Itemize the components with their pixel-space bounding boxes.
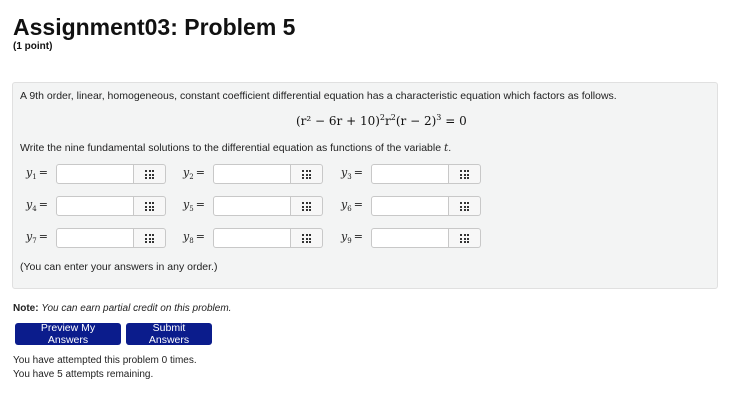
- matrix-button-y7[interactable]: [134, 228, 166, 248]
- matrix-button-y8[interactable]: [291, 228, 323, 248]
- answer-label-var: y: [341, 230, 348, 244]
- answer-input-y1[interactable]: [56, 164, 134, 184]
- equation-factor-1: (r² − 6r + 10): [296, 114, 380, 128]
- grid-dot: [467, 202, 469, 204]
- answer-label-index: 9: [347, 237, 352, 246]
- equation-exponent-2: 2: [390, 113, 396, 122]
- grid-dot: [302, 241, 304, 243]
- answer-input-y6[interactable]: [371, 196, 449, 216]
- matrix-grid-icon: [302, 234, 311, 242]
- matrix-grid-icon: [145, 202, 154, 210]
- answer-label-index: 8: [189, 237, 194, 246]
- characteristic-equation: [296, 113, 467, 128]
- grid-dot: [149, 206, 151, 208]
- matrix-grid-icon: [302, 170, 311, 178]
- preview-answers-button[interactable]: Preview My Answers: [15, 323, 121, 345]
- grid-dot: [309, 241, 311, 243]
- grid-dot: [306, 238, 308, 240]
- grid-dot: [149, 177, 151, 179]
- instruction-text: [20, 142, 451, 154]
- answer-row-y5: [183, 195, 323, 217]
- grid-dot: [309, 170, 311, 172]
- grid-dot: [464, 202, 466, 204]
- answer-equals-sign: =: [195, 198, 205, 212]
- answer-label-var: y: [26, 198, 33, 212]
- answer-label-index: 1: [32, 173, 37, 182]
- grid-dot: [306, 206, 308, 208]
- note-label: Note:: [13, 303, 39, 314]
- matrix-grid-icon: [460, 202, 469, 210]
- grid-dot: [306, 177, 308, 179]
- grid-dot: [302, 202, 304, 204]
- grid-dot: [145, 177, 147, 179]
- grid-dot: [306, 241, 308, 243]
- answer-label-y6: [341, 198, 371, 213]
- grid-dot: [152, 177, 154, 179]
- attempts-remaining-text: You have 5 attempts remaining.: [13, 369, 154, 380]
- equation-exponent-1: 2: [379, 113, 386, 122]
- answer-row-y1: [26, 163, 166, 185]
- answer-row-y7: [26, 227, 166, 249]
- answer-input-y8[interactable]: [213, 228, 291, 248]
- grid-dot: [145, 209, 147, 211]
- answer-label-y8: [183, 230, 213, 245]
- matrix-button-y5[interactable]: [291, 196, 323, 216]
- grid-dot: [467, 238, 469, 240]
- grid-dot: [145, 238, 147, 240]
- answer-label-var: y: [183, 230, 190, 244]
- answer-row-y2: [183, 163, 323, 185]
- answer-equals-sign: =: [353, 230, 363, 244]
- grid-dot: [460, 238, 462, 240]
- grid-dot: [306, 170, 308, 172]
- grid-dot: [306, 202, 308, 204]
- answer-equals-sign: =: [38, 198, 48, 212]
- grid-dot: [302, 206, 304, 208]
- grid-dot: [149, 202, 151, 204]
- answer-label-y1: [26, 166, 56, 181]
- grid-dot: [306, 174, 308, 176]
- matrix-grid-icon: [302, 202, 311, 210]
- page-title: Assignment03: Problem 5: [13, 14, 296, 40]
- matrix-grid-icon: [145, 170, 154, 178]
- grid-dot: [149, 234, 151, 236]
- equation-rhs: = 0: [445, 114, 467, 128]
- grid-dot: [302, 177, 304, 179]
- answer-label-index: 2: [189, 173, 194, 182]
- answer-input-y9[interactable]: [371, 228, 449, 248]
- grid-dot: [149, 241, 151, 243]
- grid-dot: [309, 206, 311, 208]
- matrix-button-y3[interactable]: [449, 164, 481, 184]
- grid-dot: [467, 234, 469, 236]
- grid-dot: [145, 241, 147, 243]
- equation-exponent-3: 3: [436, 113, 442, 122]
- answer-label-var: y: [26, 166, 33, 180]
- answer-label-index: 6: [347, 205, 352, 214]
- answer-label-var: y: [183, 166, 190, 180]
- submit-answers-button[interactable]: Submit Answers: [126, 323, 212, 345]
- grid-dot: [302, 234, 304, 236]
- grid-dot: [145, 170, 147, 172]
- answer-label-y7: [26, 230, 56, 245]
- grid-dot: [460, 241, 462, 243]
- grid-dot: [149, 209, 151, 211]
- grid-dot: [152, 238, 154, 240]
- grid-dot: [149, 174, 151, 176]
- matrix-grid-icon: [460, 170, 469, 178]
- grid-dot: [464, 241, 466, 243]
- answer-label-var: y: [341, 198, 348, 212]
- partial-credit-note: [13, 303, 231, 314]
- grid-dot: [302, 170, 304, 172]
- instruction-variable: t: [443, 142, 449, 154]
- matrix-button-y1[interactable]: [134, 164, 166, 184]
- instruction-suffix: .: [448, 142, 452, 154]
- answer-row-y4: [26, 195, 166, 217]
- answer-label-var: y: [183, 198, 190, 212]
- grid-dot: [309, 238, 311, 240]
- grid-dot: [145, 234, 147, 236]
- answer-label-var: y: [26, 230, 33, 244]
- grid-dot: [460, 174, 462, 176]
- grid-dot: [467, 209, 469, 211]
- answer-input-y5[interactable]: [213, 196, 291, 216]
- grid-dot: [145, 206, 147, 208]
- grid-dot: [460, 170, 462, 172]
- answer-label-y5: [183, 198, 213, 213]
- grid-dot: [152, 202, 154, 204]
- grid-dot: [152, 241, 154, 243]
- grid-dot: [309, 202, 311, 204]
- answer-row-y3: [341, 163, 481, 185]
- grid-dot: [306, 209, 308, 211]
- answer-equals-sign: =: [353, 198, 363, 212]
- grid-dot: [460, 234, 462, 236]
- matrix-button-y6[interactable]: [449, 196, 481, 216]
- instruction-prefix: Write the nine fundamental solutions to the differential equation as functions of the variable: [20, 142, 444, 154]
- grid-dot: [467, 206, 469, 208]
- grid-dot: [306, 234, 308, 236]
- answer-equals-sign: =: [353, 166, 363, 180]
- grid-dot: [149, 238, 151, 240]
- grid-dot: [302, 174, 304, 176]
- grid-dot: [467, 241, 469, 243]
- grid-dot: [145, 202, 147, 204]
- answer-label-y9: [341, 230, 371, 245]
- grid-dot: [309, 209, 311, 211]
- grid-dot: [464, 177, 466, 179]
- answer-label-var: y: [341, 166, 348, 180]
- answer-input-y7[interactable]: [56, 228, 134, 248]
- grid-dot: [467, 174, 469, 176]
- matrix-grid-icon: [460, 234, 469, 242]
- answer-equals-sign: =: [38, 230, 48, 244]
- matrix-grid-icon: [145, 234, 154, 242]
- attempts-made-text: You have attempted this problem 0 times.: [13, 355, 197, 366]
- equation-factor-3: (r − 2): [395, 114, 437, 128]
- answer-equals-sign: =: [38, 166, 48, 180]
- answer-row-y9: [341, 227, 481, 249]
- grid-dot: [464, 238, 466, 240]
- any-order-note: (You can enter your answers in any order.): [20, 261, 218, 273]
- grid-dot: [467, 170, 469, 172]
- grid-dot: [309, 177, 311, 179]
- grid-dot: [460, 202, 462, 204]
- answer-label-y2: [183, 166, 213, 181]
- matrix-button-y2[interactable]: [291, 164, 323, 184]
- answer-row-y8: [183, 227, 323, 249]
- answer-label-index: 7: [32, 237, 37, 246]
- grid-dot: [149, 170, 151, 172]
- answer-input-y2[interactable]: [213, 164, 291, 184]
- grid-dot: [302, 238, 304, 240]
- grid-dot: [464, 206, 466, 208]
- problem-panel: [12, 82, 718, 289]
- matrix-button-y9[interactable]: [449, 228, 481, 248]
- note-message: You can earn partial credit on this problem.: [41, 303, 232, 314]
- answer-input-y4[interactable]: [56, 196, 134, 216]
- grid-dot: [309, 234, 311, 236]
- grid-dot: [464, 174, 466, 176]
- answer-equals-sign: =: [195, 166, 205, 180]
- answer-label-y4: [26, 198, 56, 213]
- answer-input-y3[interactable]: [371, 164, 449, 184]
- grid-dot: [152, 234, 154, 236]
- grid-dot: [145, 174, 147, 176]
- grid-dot: [460, 209, 462, 211]
- grid-dot: [302, 209, 304, 211]
- grid-dot: [309, 174, 311, 176]
- answer-row-y6: [341, 195, 481, 217]
- matrix-button-y4[interactable]: [134, 196, 166, 216]
- grid-dot: [467, 177, 469, 179]
- grid-dot: [152, 174, 154, 176]
- grid-dot: [464, 234, 466, 236]
- grid-dot: [152, 170, 154, 172]
- grid-dot: [464, 209, 466, 211]
- answer-label-y3: [341, 166, 371, 181]
- grid-dot: [152, 209, 154, 211]
- grid-dot: [460, 206, 462, 208]
- points-label: (1 point): [13, 41, 53, 52]
- grid-dot: [152, 206, 154, 208]
- answer-label-index: 5: [189, 205, 194, 214]
- grid-dot: [464, 170, 466, 172]
- answer-label-index: 4: [32, 205, 37, 214]
- answer-equals-sign: =: [195, 230, 205, 244]
- grid-dot: [460, 177, 462, 179]
- equation-factor-2: r: [385, 114, 391, 128]
- answer-label-index: 3: [347, 173, 352, 182]
- problem-statement: A 9th order, linear, homogeneous, constant coefficient differential equation has a characteristic equation which factors as follows.: [20, 90, 617, 102]
